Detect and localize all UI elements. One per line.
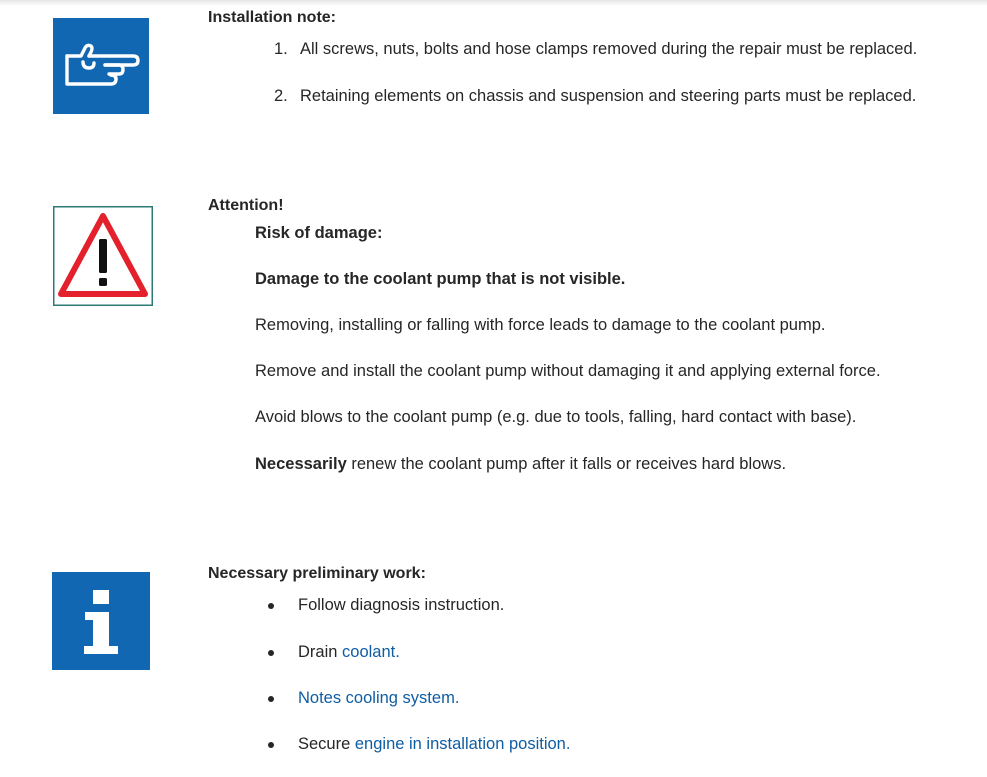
engine-installation-position-link[interactable]: engine in installation position (354, 735, 566, 753)
installation-note-item-2 (274, 87, 916, 106)
attention-heading: Attention! (208, 197, 284, 214)
item-text: Drain (298, 643, 343, 661)
attention-line-1: Removing, installing or falling with force leads to damage to the coolant pump. (255, 316, 826, 334)
item-number: 2. (274, 87, 288, 105)
bullet-4 (268, 742, 274, 748)
item-text: All screws, nuts, bolts and hose clamps removed during the repair must be replaced. (300, 40, 918, 58)
risk-title: Risk of damage: (255, 224, 383, 242)
line-text: renew the coolant pump after it falls or receives hard blows. (346, 455, 787, 473)
preliminary-item-2 (298, 643, 400, 662)
item-text: Secure (298, 735, 355, 753)
installation-note-item-1 (274, 40, 917, 59)
preliminary-item-4 (298, 735, 570, 754)
attention-line-2: Remove and install the coolant pump without damaging it and applying external force. (255, 362, 881, 380)
emphasis-text: Necessarily (255, 455, 347, 473)
attention-line-3: Avoid blows to the coolant pump (e.g. due to tools, falling, hard contact with base). (255, 408, 857, 426)
installation-note-heading: Installation note: (208, 9, 336, 26)
damage-title: Damage to the coolant pump that is not visible. (255, 270, 626, 288)
item-suffix: . (565, 735, 571, 753)
notes-cooling-system-link[interactable]: Notes cooling system (298, 689, 455, 707)
coolant-link[interactable]: coolant (342, 643, 396, 661)
attention-line-4 (255, 455, 786, 474)
pointing-hand-icon (53, 18, 149, 114)
info-icon (52, 572, 150, 670)
bullet-3 (268, 696, 274, 702)
item-suffix: . (395, 643, 400, 661)
item-text: Retaining elements on chassis and suspension and steering parts must be replaced. (300, 87, 917, 105)
top-shadow (0, 0, 987, 6)
preliminary-item-1 (298, 596, 504, 615)
preliminary-heading: Necessary preliminary work: (208, 565, 426, 582)
item-text: Follow diagnosis instruction. (298, 596, 505, 614)
bullet-2 (268, 650, 274, 656)
item-suffix: . (454, 689, 460, 707)
preliminary-item-3 (298, 689, 459, 708)
item-number: 1. (274, 40, 288, 58)
bullet-1 (268, 603, 274, 609)
warning-triangle-icon (53, 206, 153, 306)
